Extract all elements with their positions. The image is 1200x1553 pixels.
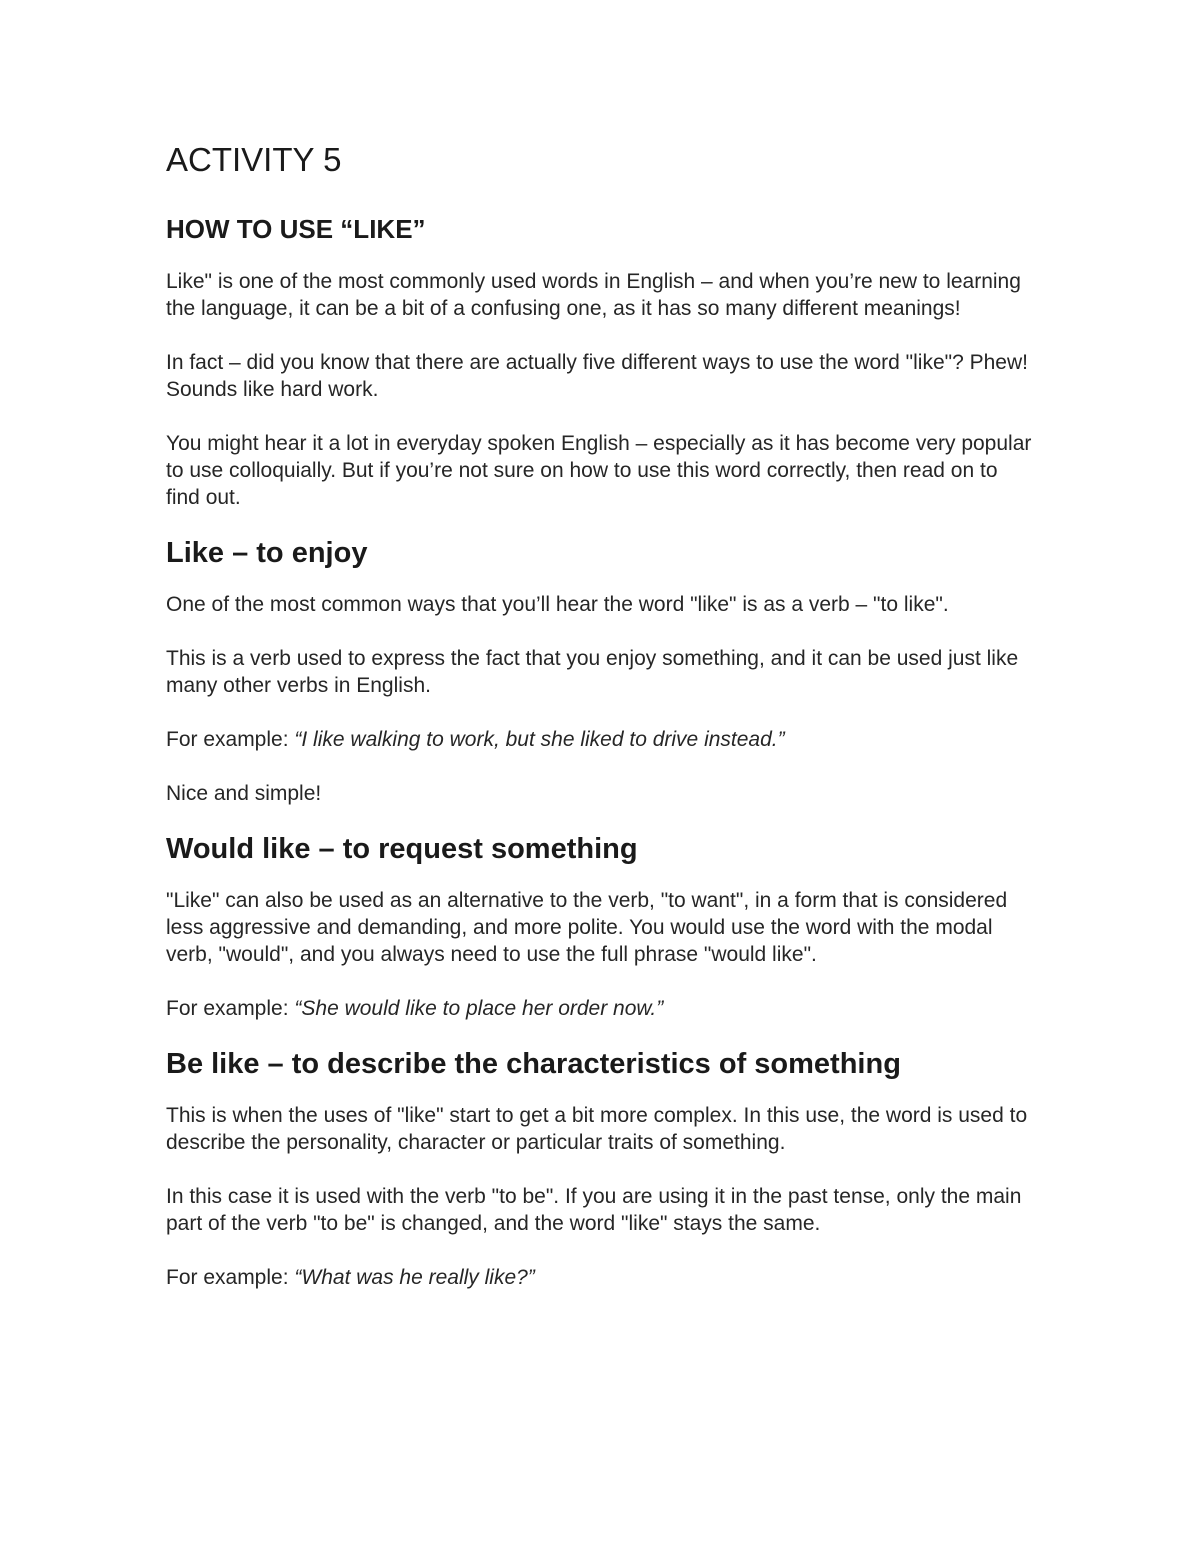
intro-paragraph: Like" is one of the most commonly used words in English – and when you’re new to learning the language, it can be a bit of a confusing one, as it has so many different meanings! (166, 270, 1021, 320)
body-paragraph: This is a verb used to express the fact that you enjoy something, and it can be used just like many other verbs in English. (166, 647, 1019, 697)
section-heading-be-like: Be like – to describe the characteristics of something (166, 1048, 901, 1080)
example-line (166, 1264, 1036, 1291)
example-prefix: For example: (166, 1266, 295, 1289)
document-subtitle: HOW TO USE “LIKE” (166, 214, 426, 244)
intro-paragraph: You might hear it a lot in everyday spoken English – especially as it has become very popular to use colloquially. But if you’re not sure on how to use this word correctly, then read on to find out. (166, 432, 1032, 509)
document-page (166, 138, 1036, 1318)
example-line (166, 726, 1036, 753)
body-paragraph: In this case it is used with the verb "to be". If you are using it in the past tense, only the main part of the verb "to be" is changed, and the word "like" stays the same. (166, 1185, 1022, 1235)
intro-paragraph: In fact – did you know that there are actually five different ways to use the word "like"? Phew! Sounds like hard work. (166, 351, 1028, 401)
body-paragraph: This is when the uses of "like" start to get a bit more complex. In this use, the word is used to describe the personality, character or particular traits of something. (166, 1104, 1028, 1154)
closing-line: Nice and simple! (166, 782, 322, 805)
section-heading-like-to-enjoy: Like – to enjoy (166, 537, 368, 569)
example-line (166, 995, 1036, 1022)
example-quote: “I like walking to work, but she liked to drive instead.” (294, 728, 785, 751)
example-prefix: For example: (166, 728, 295, 751)
document-title: ACTIVITY 5 (166, 141, 342, 178)
section-heading-would-like: Would like – to request something (166, 833, 638, 865)
example-quote: “What was he really like?” (294, 1266, 535, 1289)
body-paragraph: "Like" can also be used as an alternative to the verb, "to want", in a form that is considered less aggressive and demanding, and more polite. You would use the word with the modal verb, "would", and you always need to use the full phrase "would like". (166, 889, 1008, 966)
example-quote: “She would like to place her order now.” (294, 997, 664, 1020)
example-prefix: For example: (166, 997, 295, 1020)
body-paragraph: One of the most common ways that you’ll hear the word "like" is as a verb – "to like". (166, 593, 949, 616)
